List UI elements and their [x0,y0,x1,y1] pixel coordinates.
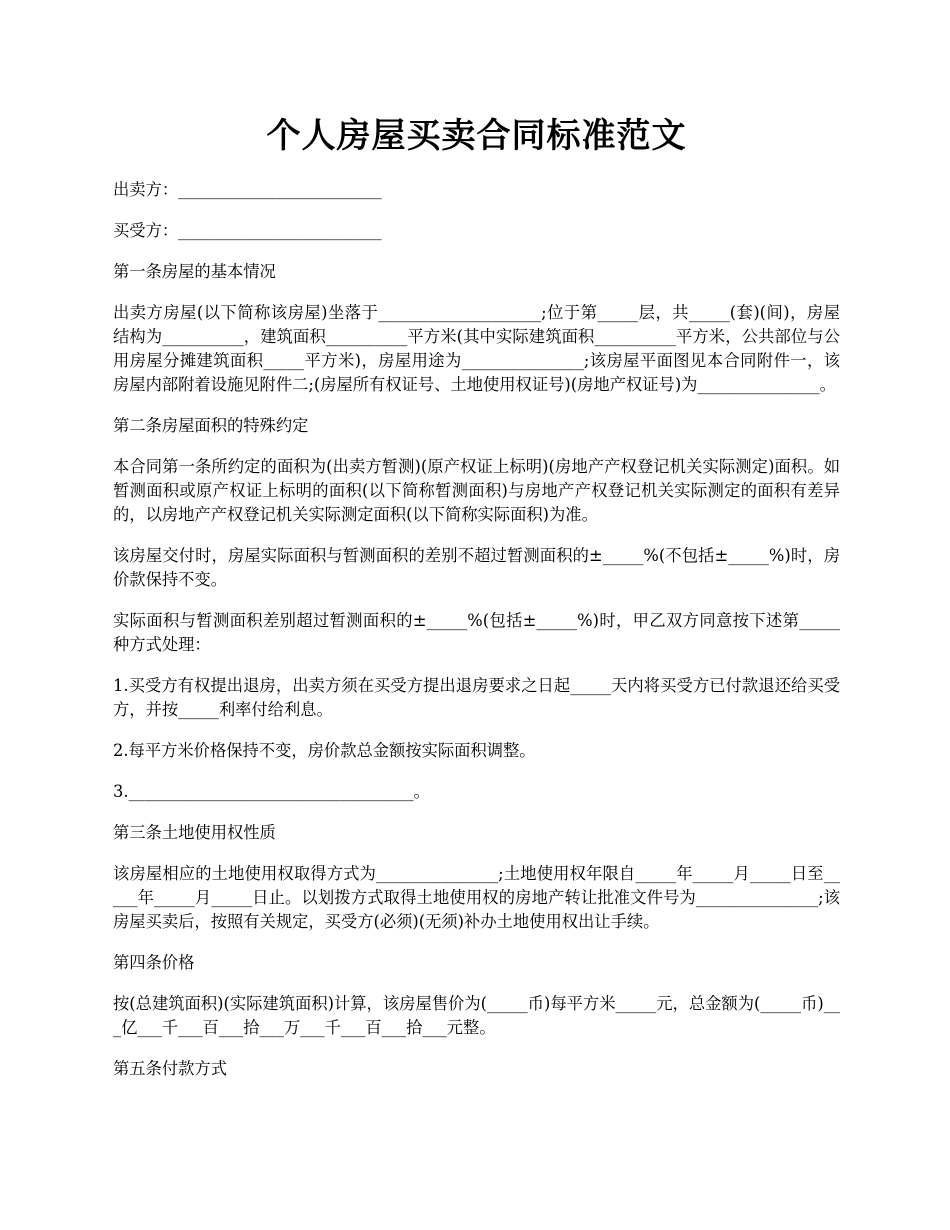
document-body [113,178,840,1098]
article-1-heading: 第一条房屋的基本情况 [113,262,276,281]
article-3-heading: 第三条土地使用权性质 [113,823,276,842]
article-1-body: 出卖方房屋(以下简称该房屋)坐落于____________________;位于第_____层，共_____(套)(间)，房屋结构为__________，建筑面积__________平方米(其中实际建筑面积__________平方米，公共部位与公用房屋分摊建筑面积_____平方米)，房屋用途为_______________;该房屋平面图见本合同附件一，该房屋内部附着设施见附件二;(房屋所有权证号、土地使用权证号)(房地产权证号)为_______________。 [113,303,840,394]
article-2-excess: 实际面积与暂测面积差别超过暂测面积的±_____%(包括±_____%)时，甲乙双方同意按下述第_____种方式处理： [113,611,840,654]
article-5-heading: 第五条付款方式 [113,1059,227,1078]
article-4-body: 按(总建筑面积)(实际建筑面积)计算，该房屋售价为(_____币)每平方米_____元，总金额为(_____币)___亿___千___百___拾___万___千___百___拾___元整。 [113,994,840,1037]
article-2-option-1: 1.买受方有权提出退房，出卖方须在买受方提出退房要求之日起_____天内将买受方已付款退还给买受方，并按_____利率付给利息。 [113,676,840,719]
article-2-delivery: 该房屋交付时，房屋实际面积与暂测面积的差别不超过暂测面积的±_____%(不包括±_____%)时，房价款保持不变。 [113,546,840,589]
document-title: 个人房屋买卖合同标准范文 [266,116,687,156]
article-2-option-3: 3.___________________________________。 [113,782,430,801]
article-4-heading: 第四条价格 [113,953,195,972]
seller-line: 出卖方：_________________________ [113,180,382,199]
article-2-option-2: 2.每平方米价格保持不变，房价款总金额按实际面积调整。 [113,741,536,760]
article-3-body: 该房屋相应的土地使用权取得方式为_______________;土地使用权年限自_____年_____月_____日至_____年_____月_____日止。以划拨方式取得土地使用权的房地产转让批准文件号为_______________;该房屋买卖后，按照有关规定，买受方(必须)(无须)补办土地使用权出让手续。 [113,864,840,931]
article-2-heading: 第二条房屋面积的特殊约定 [113,416,309,435]
buyer-line: 买受方：_________________________ [113,221,382,240]
article-2-body: 本合同第一条所约定的面积为(出卖方暂测)(原产权证上标明)(房地产产权登记机关实际测定)面积。如暂测面积或原产权证上标明的面积(以下简称暂测面积)与房地产产权登记机关实际测定的面积有差异的，以房地产产权登记机关实际测定面积(以下简称实际面积)为准。 [113,457,840,524]
